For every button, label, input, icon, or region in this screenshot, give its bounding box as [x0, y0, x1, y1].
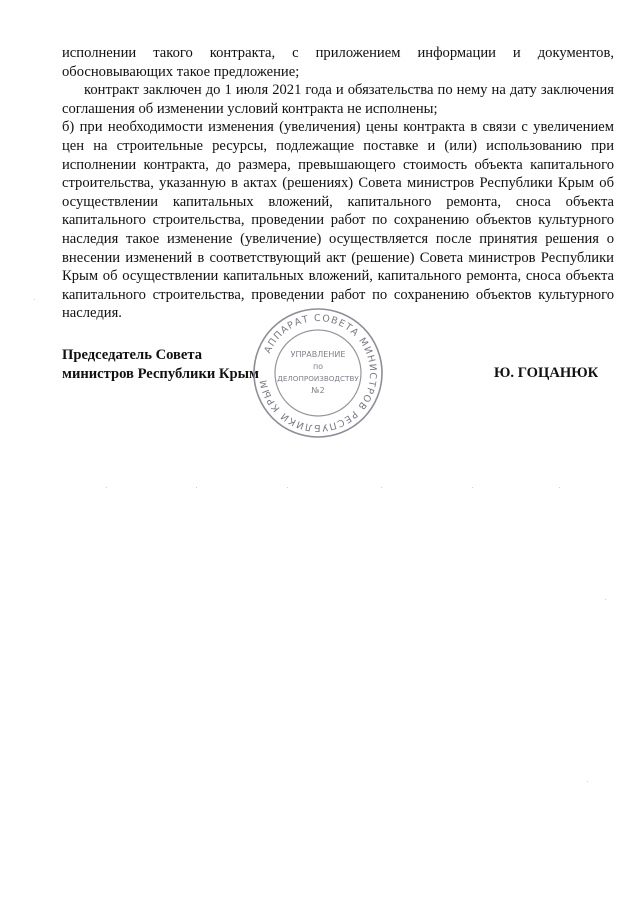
signatory-title-line1: Председатель Совета	[62, 347, 203, 363]
scan-speck	[559, 487, 560, 488]
scan-speck	[587, 781, 588, 782]
paragraph-contract-condition: контракт заключен до 1 июля 2021 года и обязательства по нему на дату заключения соглашения об изменении условий контракта не исполнены;	[62, 82, 614, 117]
paragraph-b-price-increase: б) при необходимости изменения (увеличения) цены контракта в связи с увеличением цен на строительные ресурсы, подлежащие поставке и (или) использованию при исполнении контракта, до размера, превышающего стоимость объекта капитального строительства, указанную в актах (решениях) Совета министров Республики Крым об осуществлении капитальных вложений, капитального ремонта, сноса объекта капитального строительства, проведении работ по сохранению объектов культурного наследия такое изменение (увеличение) осуществляется после принятия решения о внесении изменений в соответствующий акт (решение) Совета министров Республики Крым об осуществлении капитальных вложений, капитального ремонта, сноса объекта капитального строительства, проведении работ по сохранению объектов культурного наследия.	[62, 119, 614, 322]
scan-speck	[196, 487, 197, 488]
stamp-center-line4: №2	[311, 386, 325, 395]
signatory-title	[62, 346, 259, 383]
scan-speck	[34, 299, 35, 300]
paragraph-continuation: исполнении такого контракта, с приложением информации и документов, обосновывающих такое предложение;	[62, 45, 614, 80]
stamp-center-line2: по	[312, 362, 324, 371]
signatory-name: Ю. ГОЦАНЮК	[494, 365, 599, 381]
scan-speck	[381, 487, 382, 488]
stamp-center-line1: УПРАВЛЕНИЕ	[290, 350, 346, 359]
signatory-title-line2: министров Республики Крым	[62, 365, 259, 382]
scan-speck	[106, 487, 107, 488]
scan-speck	[472, 487, 473, 488]
scan-speck	[287, 487, 288, 488]
stamp-center-line3: ДЕЛОПРОИЗВОДСТВУ	[277, 374, 359, 383]
scan-speck	[605, 599, 606, 600]
document-body	[62, 44, 614, 323]
official-stamp	[250, 305, 386, 441]
stamp-seal-icon	[250, 305, 386, 441]
stamp-ring-text: АППАРАТ СОВЕТА МИНИСТРОВ РЕСПУБЛИКИ КРЫМ	[258, 312, 379, 434]
